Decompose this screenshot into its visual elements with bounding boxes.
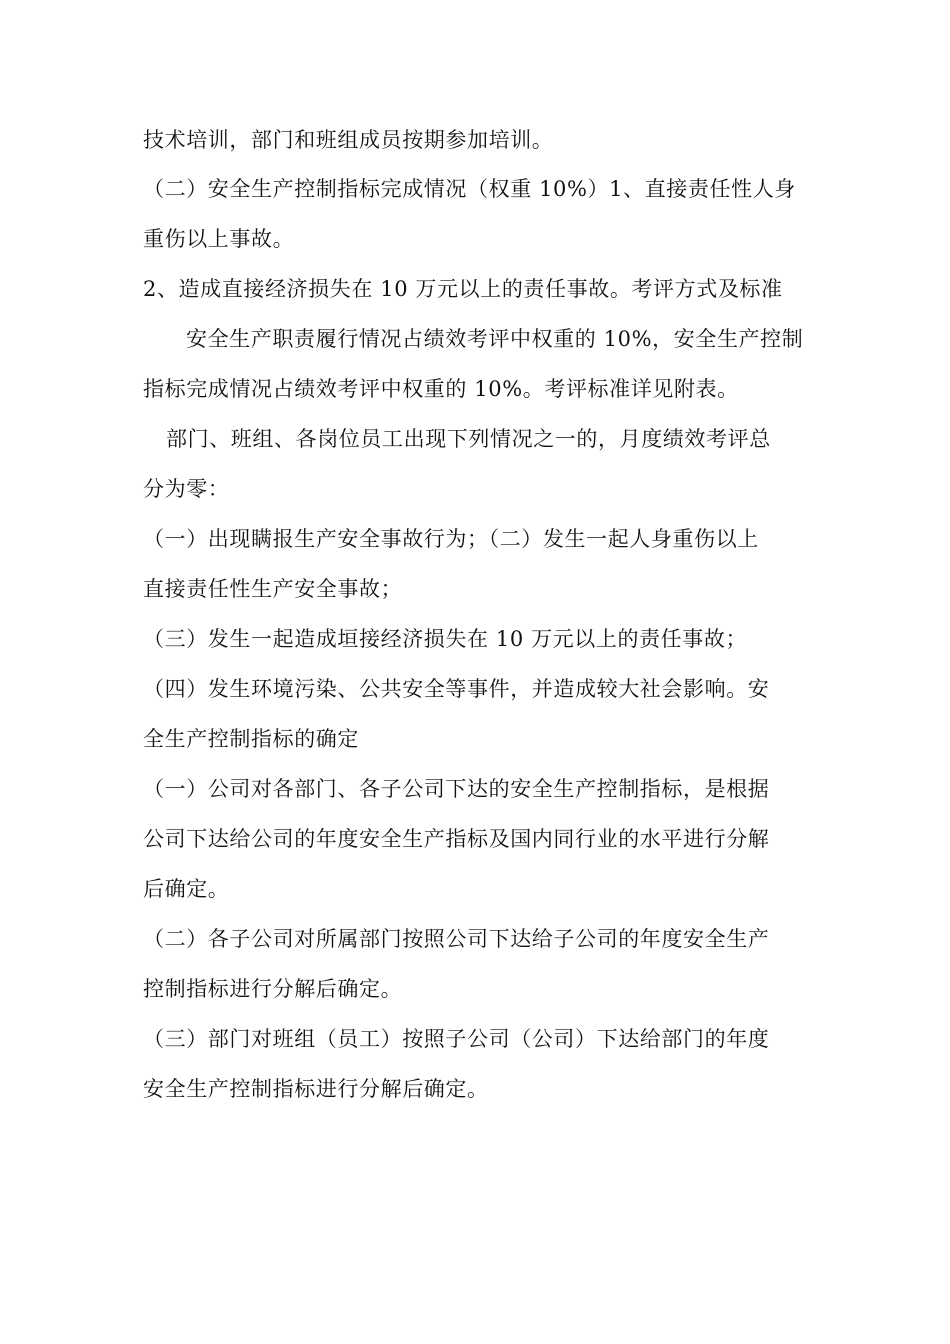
text-line: 安全生产职责履行情况占绩效考评中权重的 10%，安全生产控制 — [186, 327, 804, 351]
text-line: 后确定。 — [143, 877, 230, 901]
text-line: （三）部门对班组（员工）按照子公司（公司）下达给部门的年度 — [143, 1027, 770, 1051]
text-line: 分为零： — [143, 477, 230, 501]
text-line: 部门、班组、各岗位员工出现下列情况之一的，月度绩效考评总 — [166, 427, 771, 451]
text-line: （四）发生环境污染、公共安全等事件，并造成较大社会影响。安 — [143, 677, 770, 701]
text-line: （三）发生一起造成垣接经济损失在 10 万元以上的责任事故； — [143, 627, 748, 651]
text-line: （二）安全生产控制指标完成情况（权重 10%）1、直接责任性人身 — [143, 177, 796, 201]
text-line: 2、造成直接经济损失在 10 万元以上的责任事故。考评方式及标准 — [143, 277, 783, 301]
text-line: （一）公司对各部门、各子公司下达的安全生产控制指标，是根据 — [143, 777, 770, 801]
text-line: 控制指标进行分解后确定。 — [143, 977, 403, 1001]
text-line: 安全生产控制指标进行分解后确定。 — [143, 1077, 489, 1101]
text-line: 指标完成情况占绩效考评中权重的 10%。考评标准详见附表。 — [143, 377, 739, 401]
text-line: 公司下达给公司的年度安全生产指标及国内同行业的水平进行分解 — [143, 827, 770, 851]
text-line: 全生产控制指标的确定 — [143, 727, 359, 751]
text-line: 直接责任性生产安全事故； — [143, 577, 403, 601]
text-line: （二）各子公司对所属部门按照公司下达给子公司的年度安全生产 — [143, 927, 770, 951]
text-line: 重伤以上事故。 — [143, 227, 295, 251]
text-line: 技术培训，部门和班组成员按期参加培训。 — [143, 128, 554, 152]
text-line: （一）出现瞒报生产安全事故行为；（二）发生一起人身重伤以上 — [143, 527, 759, 551]
